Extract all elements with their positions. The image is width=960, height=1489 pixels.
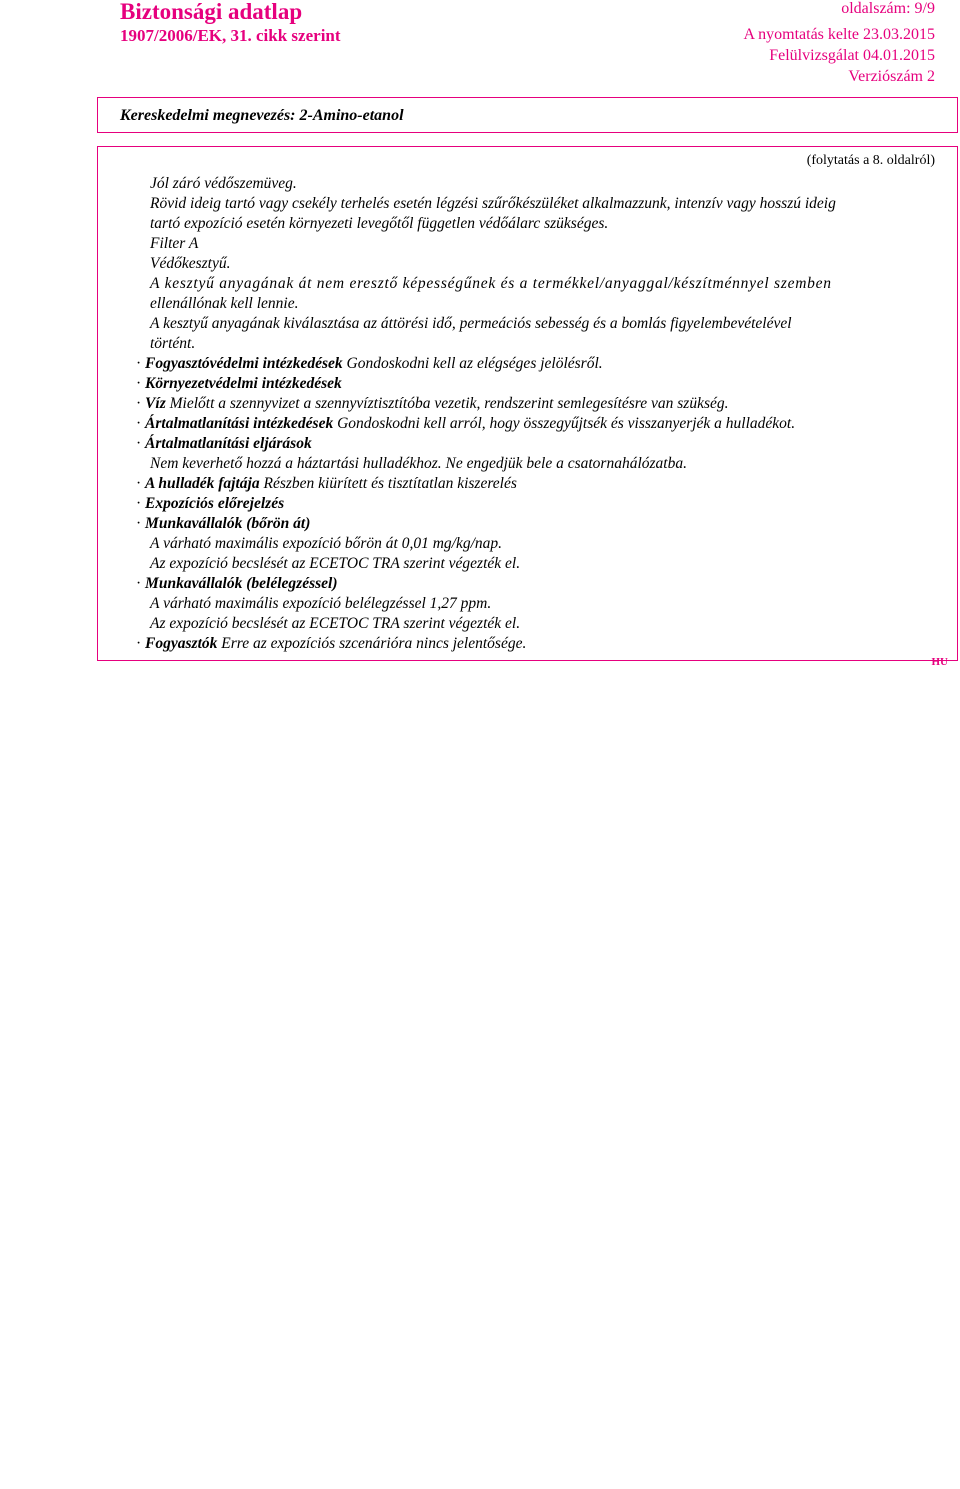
env-measures-label: Környezetvédelmi intézkedések — [145, 375, 342, 392]
workers-inhal-text-1: A várható maximális expozíció belélegzéssel 1,27 ppm. — [150, 595, 492, 612]
glove-selection-text-2: történt. — [150, 335, 196, 352]
consumers-text: Erre az expozíciós szcenárióra nincs jelentősége. — [217, 635, 527, 652]
consumer-measures-item — [136, 354, 938, 374]
workers-inhal-item — [136, 574, 938, 594]
waste-type-label: A hulladék fajtája — [145, 475, 260, 492]
disposal-measures-text: Gondoskodni kell arról, hogy összegyűjtsék és visszanyerjék a hulladékot. — [333, 415, 796, 432]
trade-name-box — [97, 97, 958, 133]
consumer-measures-text: Gondoskodni kell az elégséges jelölésről. — [342, 355, 603, 372]
consumers-item — [136, 634, 938, 654]
respiratory-text-1: Rövid ideig tartó vagy csekély terhelés esetén légzési szűrőkészüléket alkalmazzunk, intenzív vagy hosszú ideig — [150, 195, 836, 212]
workers-dermal-text-1: A várható maximális expozíció bőrön át 0,01 mg/kg/nap. — [150, 535, 503, 552]
page-number: oldalszám: 9/9 — [841, 0, 935, 17]
glove-material-text-1: A kesztyű anyagának át nem eresztő képességűnek és a termékkel/anyaggal/készítménnyel szemben — [150, 275, 832, 292]
env-measures-item — [136, 374, 938, 394]
workers-dermal-text-2: Az expozíció becslését az ECETOC TRA szerint végezték el. — [150, 555, 521, 572]
glove-material-text-2: ellenállónak kell lennie. — [150, 295, 299, 312]
respiratory-text-2: tartó expozíció esetén környezeti levegőtől független védőálarc szükséges. — [150, 215, 609, 232]
continuation-note: (folytatás a 8. oldalról) — [806, 153, 935, 168]
revision-date: Felülvizsgálat 04.01.2015 — [769, 47, 935, 64]
country-code: HU — [931, 656, 948, 668]
version-number: Verziószám 2 — [848, 68, 935, 85]
consumer-measures-label: Fogyasztóvédelmi intézkedések — [145, 355, 343, 372]
disposal-measures-label: Ártalmatlanítási intézkedések — [145, 415, 334, 432]
trade-name: Kereskedelmi megnevezés: 2-Amino-etanol — [120, 107, 404, 124]
disposal-methods-text: Nem keverhető hozzá a háztartási hulladékhoz. Ne engedjük bele a csatornahálózatba. — [150, 455, 687, 472]
waste-type-item — [136, 474, 938, 494]
print-date: A nyomtatás kelte 23.03.2015 — [743, 26, 935, 43]
water-label: Víz — [145, 395, 166, 412]
water-text: Mielőtt a szennyvizet a szennyvíztisztítóba vezetik, rendszerint semlegesítésre van szükség. — [165, 395, 729, 412]
exposure-forecast-label: Expozíciós előrejelzés — [145, 495, 285, 512]
workers-inhal-label: Munkavállalók (belélegzéssel) — [145, 575, 338, 592]
gloves-text: Védőkesztyű. — [150, 255, 231, 272]
exposure-forecast-item — [136, 494, 938, 514]
content-box — [97, 146, 958, 661]
disposal-methods-item — [136, 434, 938, 454]
water-item — [136, 394, 938, 414]
consumers-label: Fogyasztók — [145, 635, 218, 652]
workers-inhal-text-2: Az expozíció becslését az ECETOC TRA szerint végezték el. — [150, 615, 521, 632]
glove-selection-text-1: A kesztyű anyagának kiválasztása az áttörési idő, permeációs sebesség és a bomlás figyelembevételével — [150, 315, 792, 332]
waste-type-text: Részben kiürített és tisztítatlan kiszerelés — [259, 475, 517, 492]
filter-text: Filter A — [150, 235, 199, 252]
disposal-measures-item — [136, 414, 938, 434]
workers-dermal-label: Munkavállalók (bőrön át) — [145, 515, 311, 532]
regulation-reference: 1907/2006/EK, 31. cikk szerint — [120, 26, 341, 45]
body-text — [136, 174, 938, 654]
disposal-methods-label: Ártalmatlanítási eljárások — [145, 435, 312, 452]
document-title: Biztonsági adatlap — [120, 0, 303, 24]
workers-dermal-item — [136, 514, 938, 534]
eye-protection-text: Jól záró védőszemüveg. — [150, 175, 297, 192]
